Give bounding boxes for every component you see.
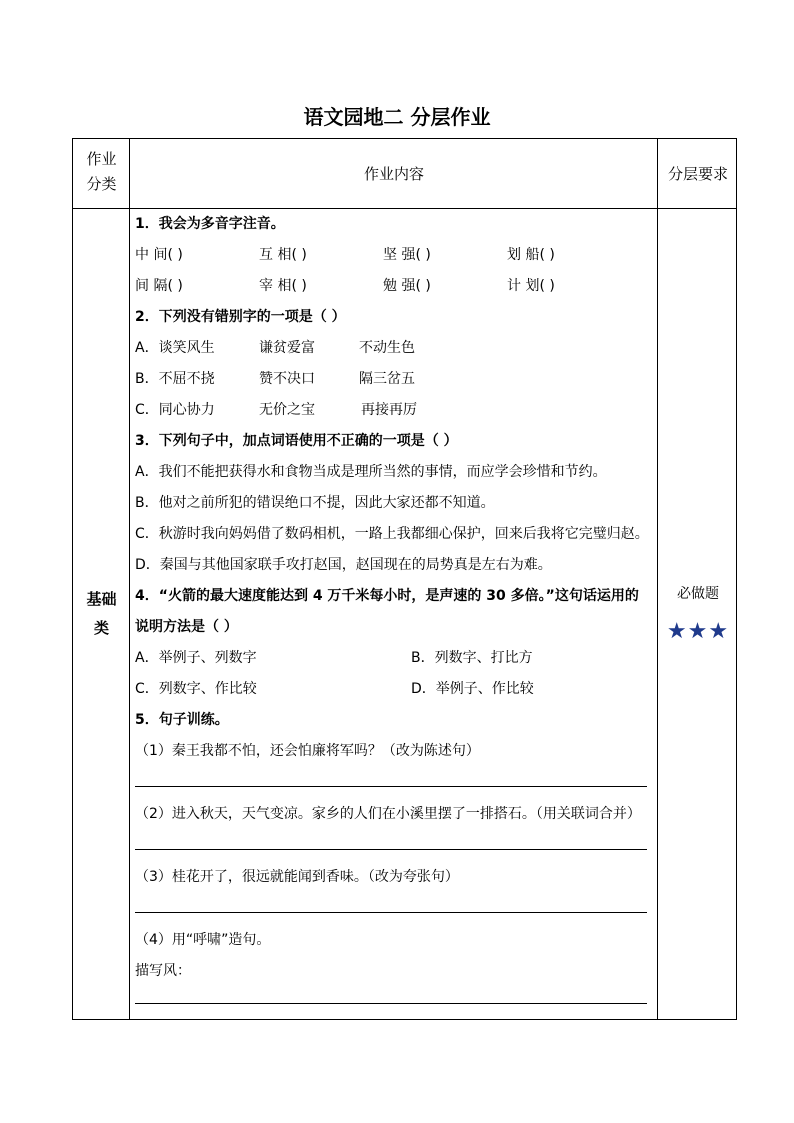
- q3-option-b: B．他对之前所犯的错误绝口不提，因此大家还都不知道。: [135, 495, 495, 511]
- answer-line: [135, 1003, 647, 1004]
- question-2-title: 2．下列没有错别字的一项是（ ）: [135, 309, 346, 325]
- q5-item-4: （4）用“呼啸”造句。: [135, 932, 271, 948]
- q4-options-row-1: [135, 643, 647, 674]
- q3-option-a: A．我们不能把获得水和食物当成是理所当然的事情，而应学会珍惜和节约。: [135, 464, 607, 480]
- q2-option-word: 赞不决口: [259, 371, 315, 387]
- q4-option: A．举例子、列数字: [135, 650, 257, 666]
- q1-item: 勉 强( ): [383, 278, 431, 294]
- q2-option-word: A．谈笑风生: [135, 340, 215, 356]
- q1-item: 划 船( ): [507, 247, 555, 263]
- q1-item: 间 隔( ): [135, 278, 183, 294]
- q1-item: 坚 强( ): [383, 247, 431, 263]
- question-4-title: 4．“火箭的最大速度能达到 4 万千米每小时，是声速的 30 多倍。”这句话运用的说明方法是（ ）: [135, 588, 639, 635]
- q2-option-word: 谦贫爱富: [259, 340, 315, 356]
- answer-line: [135, 786, 647, 787]
- q2-option-c: [135, 395, 647, 426]
- answer-line: [135, 912, 647, 913]
- q2-option-b: [135, 364, 647, 395]
- q5-describe-label: 描写风：: [135, 963, 191, 979]
- q3-option-c: C．秋游时我向妈妈借了数码相机，一路上我都细心保护，回来后我将它完璧归赵。: [135, 526, 649, 542]
- q2-option-a: [135, 333, 647, 364]
- header-category: [73, 147, 130, 197]
- header-level: 分层要求: [667, 165, 728, 183]
- q1-row-1: [135, 240, 647, 271]
- level-requirement: [658, 584, 738, 644]
- q1-item: 计 划( ): [507, 278, 555, 294]
- q2-option-word: 再接再厉: [361, 402, 417, 418]
- q2-option-word: 隔三岔五: [359, 371, 415, 387]
- column-divider: [129, 139, 130, 1019]
- question-1-title: 1．我会为多音字注音。: [135, 216, 285, 232]
- question-3-title: 3．下列句子中，加点词语使用不正确的一项是（ ）: [135, 433, 458, 449]
- page-title: 语文园地二 分层作业: [303, 105, 491, 129]
- q2-option-word: 不动生色: [359, 340, 415, 356]
- requirement-label: 必做题: [677, 586, 719, 602]
- header-content: 作业内容: [363, 165, 424, 183]
- q1-item: 互 相( ): [259, 247, 307, 263]
- q5-item-2: （2）进入秋天，天气变凉。家乡的人们在小溪里摆了一排搭石。（用关联词合并）: [135, 806, 641, 822]
- q4-options-row-2: [135, 674, 647, 705]
- q4-option: C．列数字、作比较: [135, 681, 257, 697]
- q2-option-word: 无价之宝: [259, 402, 315, 418]
- q1-item: 宰 相( ): [259, 278, 307, 294]
- category-basic: 基础 类: [86, 590, 117, 637]
- difficulty-stars-icon: ★★★: [666, 619, 730, 644]
- homework-content: [135, 209, 647, 1004]
- q2-option-word: B．不屈不挠: [135, 371, 215, 387]
- q1-row-2: [135, 271, 647, 302]
- q5-item-3: （3）桂花开了，很远就能闻到香味。（改为夸张句）: [135, 869, 459, 885]
- header-category-label: 作业 分类: [86, 150, 117, 193]
- q2-option-word: C．同心协力: [135, 402, 215, 418]
- column-divider: [657, 139, 658, 1019]
- q1-item: 中 间( ): [135, 247, 183, 263]
- q3-option-d: D．秦国与其他国家联手攻打赵国，赵国现在的局势真是左右为难。: [135, 557, 552, 573]
- q4-option: D．举例子、作比较: [411, 681, 534, 697]
- question-5-title: 5．句子训练。: [135, 712, 229, 728]
- q5-item-1: （1）秦王我都不怕，还会怕廉将军吗？（改为陈述句）: [135, 743, 480, 759]
- q4-option: B．列数字、打比方: [411, 650, 533, 666]
- answer-line: [135, 849, 647, 850]
